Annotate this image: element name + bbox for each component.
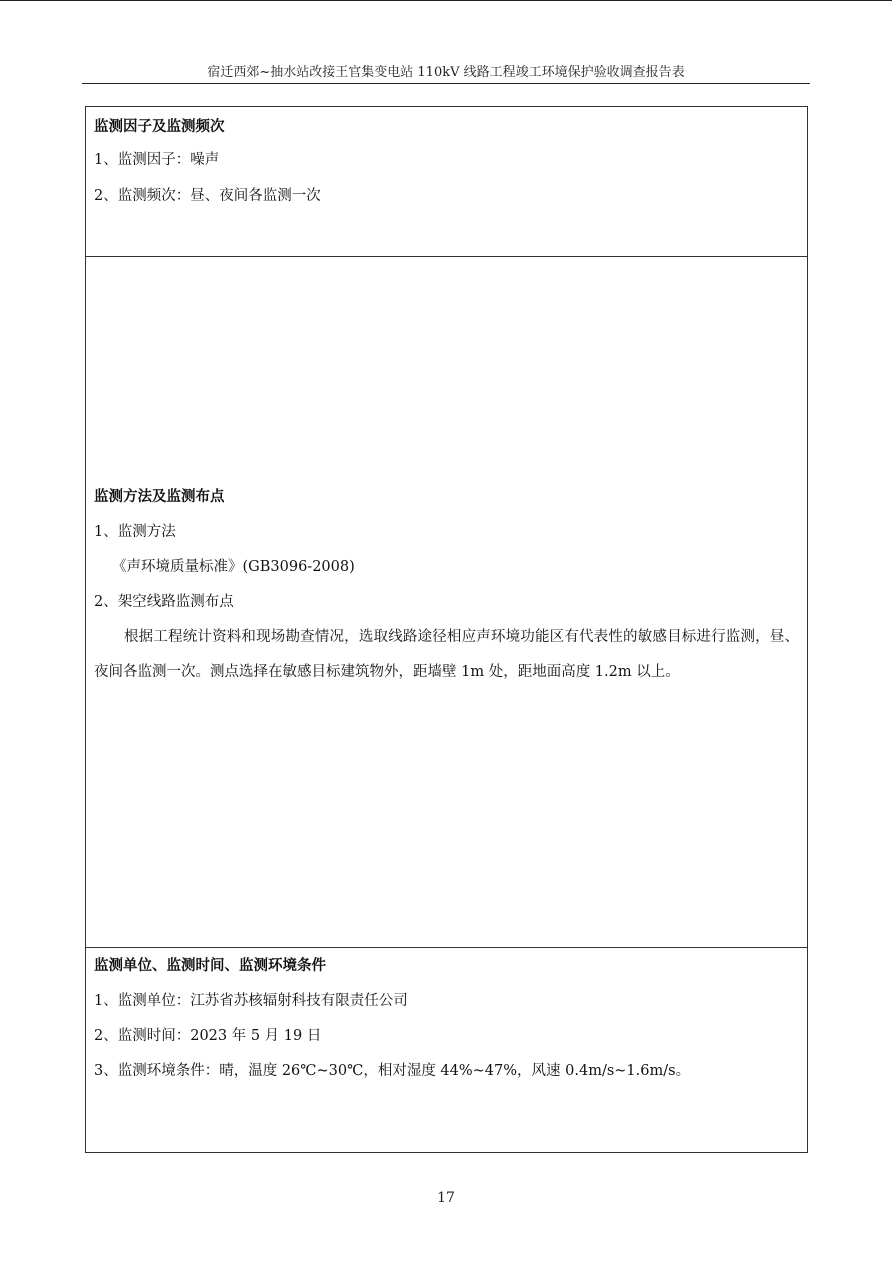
- frequency-item: 2、监测频次：昼、夜间各监测一次: [94, 188, 321, 204]
- layout-paragraph: 根据工程统计资料和现场勘查情况，选取线路途径相应声环境功能区有代表性的敏感目标进行监测，昼、夜间各监测一次。测点选择在敏感目标建筑物外，距墙壁 1m 处，距地面高度 1.2m 以上。: [94, 629, 799, 680]
- page-number: 17: [437, 1190, 455, 1206]
- section-monitoring-methods: [86, 257, 807, 948]
- page-top-rule: [0, 0, 892, 1]
- section-heading-factors: 监测因子及监测频次: [94, 118, 225, 135]
- method-title: 1、监测方法: [94, 524, 176, 540]
- factor-item: 1、监测因子：噪声: [94, 152, 220, 168]
- section-heading-unit: 监测单位、监测时间、监测环境条件: [94, 957, 326, 974]
- report-table: [85, 106, 808, 1153]
- section-heading-methods: 监测方法及监测布点: [94, 488, 225, 505]
- unit-item: 1、监测单位：江苏省苏核辐射科技有限责任公司: [94, 993, 408, 1009]
- time-item: 2、监测时间：2023 年 5 月 19 日: [94, 1028, 322, 1044]
- method-standard: 《声环境质量标准》(GB3096-2008): [112, 559, 355, 575]
- running-header: 宿迁西郊~抽水站改接王官集变电站 110kV 线路工程竣工环境保护验收调查报告表: [207, 65, 685, 80]
- conditions-item: 3、监测环境条件：晴，温度 26℃~30℃，相对湿度 44%~47%，风速 0.4m/s~1.6m/s。: [94, 1063, 691, 1079]
- layout-title: 2、架空线路监测布点: [94, 594, 234, 610]
- header-rule: [82, 83, 810, 84]
- section-monitoring-factors: [86, 107, 807, 257]
- section-monitoring-unit: [86, 948, 807, 1152]
